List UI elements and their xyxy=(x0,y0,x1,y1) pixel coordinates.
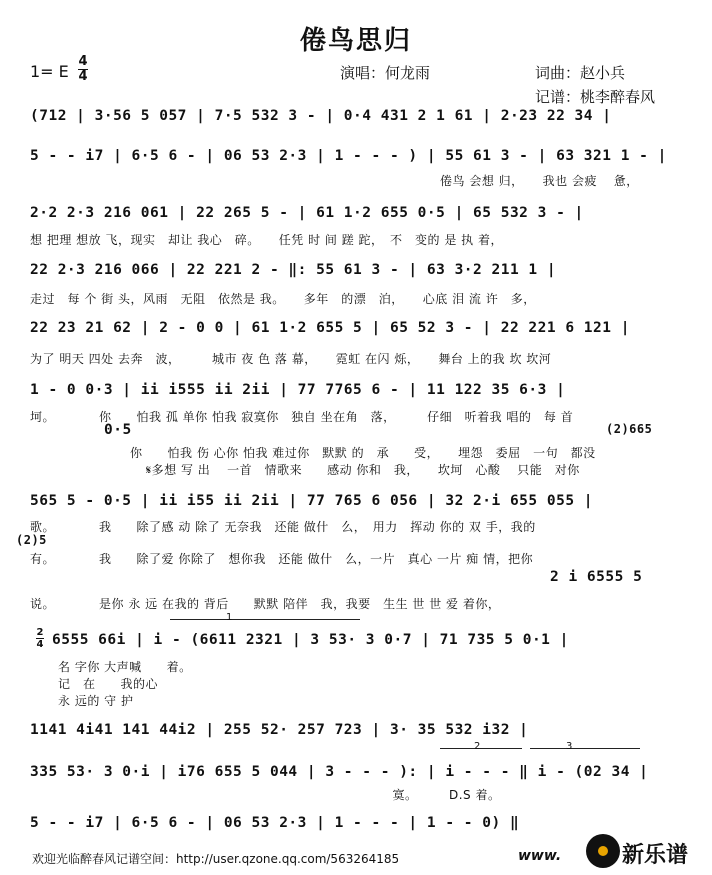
music-line-9: 1141 4i41 141 44i2 | 255 52· 257 723 | 3· 35 532 i32 | xyxy=(30,722,529,738)
music-variant-665: (2)665 xyxy=(606,422,653,436)
music-line-11: 5 - - i7 | 6·5 6 - | 06 53 2·3 | 1 - - - | 1 - - 0) ‖ xyxy=(30,815,520,831)
music-line-10: 335 53· 3 0·i | i76 655 5 044 | 3 - - - ): | i - - - ‖ i - (02 34 | xyxy=(30,764,649,780)
watermark-url: www. xyxy=(518,848,562,864)
time-signature-bottom: 4 xyxy=(78,69,88,84)
lyric-line-1: 倦鸟 会想 归， 我也 会疲 惫， xyxy=(440,174,639,188)
music-line-5: 22 23 21 62 | 2 - 0 0 | 61 1·2 655 5 | 65 52 3 - | 22 221 6 121 | xyxy=(30,320,630,336)
singer-credit: 演唱：何龙雨 xyxy=(340,64,431,82)
lyric-line-3: 走过 每 个 街 头，风雨 无阻 依然是 我。 多年 的漂 泊， 心底 泪 流 许 多， xyxy=(30,292,536,306)
lyric-line-8: 有。 我 除了爱 你除了 想你我 还能 做什 么，一片 真心 一片 痴 情，把你 xyxy=(30,552,534,566)
footer-credit: 欢迎光临醉春风记谱空间：http://user.qzone.qq.com/563264185 xyxy=(32,852,400,866)
lyric-line-segno: 𝄋多想 写 出 一首 情歌来 感动 你和 我， 坎坷 心酸 只能 对你 xyxy=(146,463,580,477)
music-line-8: 6555 66i | i - (6611 2321 | 3 53· 3 0·7 | 71 735 5 0·1 | xyxy=(52,632,569,648)
lyric-line-7: 歌。 我 除了感 动 除了 无奈我 还能 做什 么， 用力 挥动 你的 双 手，我的 xyxy=(30,520,536,534)
music-line-4: 22 2·3 216 066 | 22 221 2 - ‖: 55 61 3 - | 63 3·2 211 1 | xyxy=(30,262,557,278)
music-line-2: 5 - - i7 | 6·5 6 - | 06 53 2·3 | 1 - - - ) | 55 61 3 - | 63 321 1 - | xyxy=(30,148,667,164)
lyric-line-2: 想 把理 想放 飞，现实 却让 我心 碎。 任凭 时 间 蹉 跎， 不 变的 是 执 着， xyxy=(30,233,503,247)
time-signature xyxy=(78,56,88,83)
song-title: 倦鸟思归 xyxy=(299,26,412,56)
record-disc-icon xyxy=(586,834,620,868)
music-line-6: 1 - 0 0·3 | ii i555 ii 2ii | 77 7765 6 - | 11 122 35 6·3 | xyxy=(30,382,566,398)
lyric-line-12: 永 远的 守 护 xyxy=(58,694,134,708)
volta-bracket-3 xyxy=(530,748,640,749)
volta-3-label: 3 xyxy=(566,741,573,752)
composer-credit: 词曲：赵小兵 xyxy=(535,64,626,82)
lyric-line-11: 记 在 我的心 xyxy=(58,677,159,691)
volta-bracket-1 xyxy=(170,619,360,620)
lyric-line-10: 名 字你 大声喊 着。 xyxy=(58,660,192,674)
lyric-line-9: 说。 是你 永 远 在我的 背后 默默 陪伴 我，我要 生生 世 世 爱 着你， xyxy=(30,597,501,611)
music-pickup-0-5: 0·5 xyxy=(104,422,132,438)
transcriber-credit: 记谱：桃李醉春风 xyxy=(535,88,656,106)
music-line-1: (712 | 3·56 5 057 | 7·5 532 3 - | 0·4 431 2 1 61 | 2·23 22 34 | xyxy=(30,108,612,124)
time-signature-2-4: 2 4 xyxy=(36,627,44,650)
lyric-line-6: 你 怕我 伤 心你 怕我 难过你 默默 的 承 受， 埋怨 委屈 一句 都没 xyxy=(130,446,596,460)
watermark-logo: 新乐谱 xyxy=(622,843,689,868)
music-variant-5: (2)5 xyxy=(16,533,47,547)
music-line-7: 565 5 - 0·5 | ii i55 ii 2ii | 77 765 6 056 | 32 2·i 655 055 | xyxy=(30,493,594,509)
lyric-line-5: 坷。 你 怕我 孤 单你 怕我 寂寞你 独自 坐在角 落， 仔细 听着我 唱的 每 首 xyxy=(30,410,574,424)
music-line-3: 2·2 2·3 216 061 | 22 265 5 - | 61 1·2 655 0·5 | 65 532 3 - | xyxy=(30,205,584,221)
time-signature-top: 4 xyxy=(78,54,88,69)
lyric-line-4: 为了 明天 四处 去奔 波， 城市 夜 色 落 幕， 霓虹 在闪 烁， 舞台 上的我 坎 坎河 xyxy=(30,352,552,366)
music-line-7b: 2 i 6555 5 xyxy=(550,569,643,585)
volta-bracket-2 xyxy=(440,748,522,749)
lyric-line-13: 寞。 D.S 着。 xyxy=(30,788,501,802)
volta-1-label: 1 xyxy=(226,612,233,623)
key-signature: 1= E xyxy=(30,62,69,81)
volta-2-label: 2 xyxy=(474,741,481,752)
